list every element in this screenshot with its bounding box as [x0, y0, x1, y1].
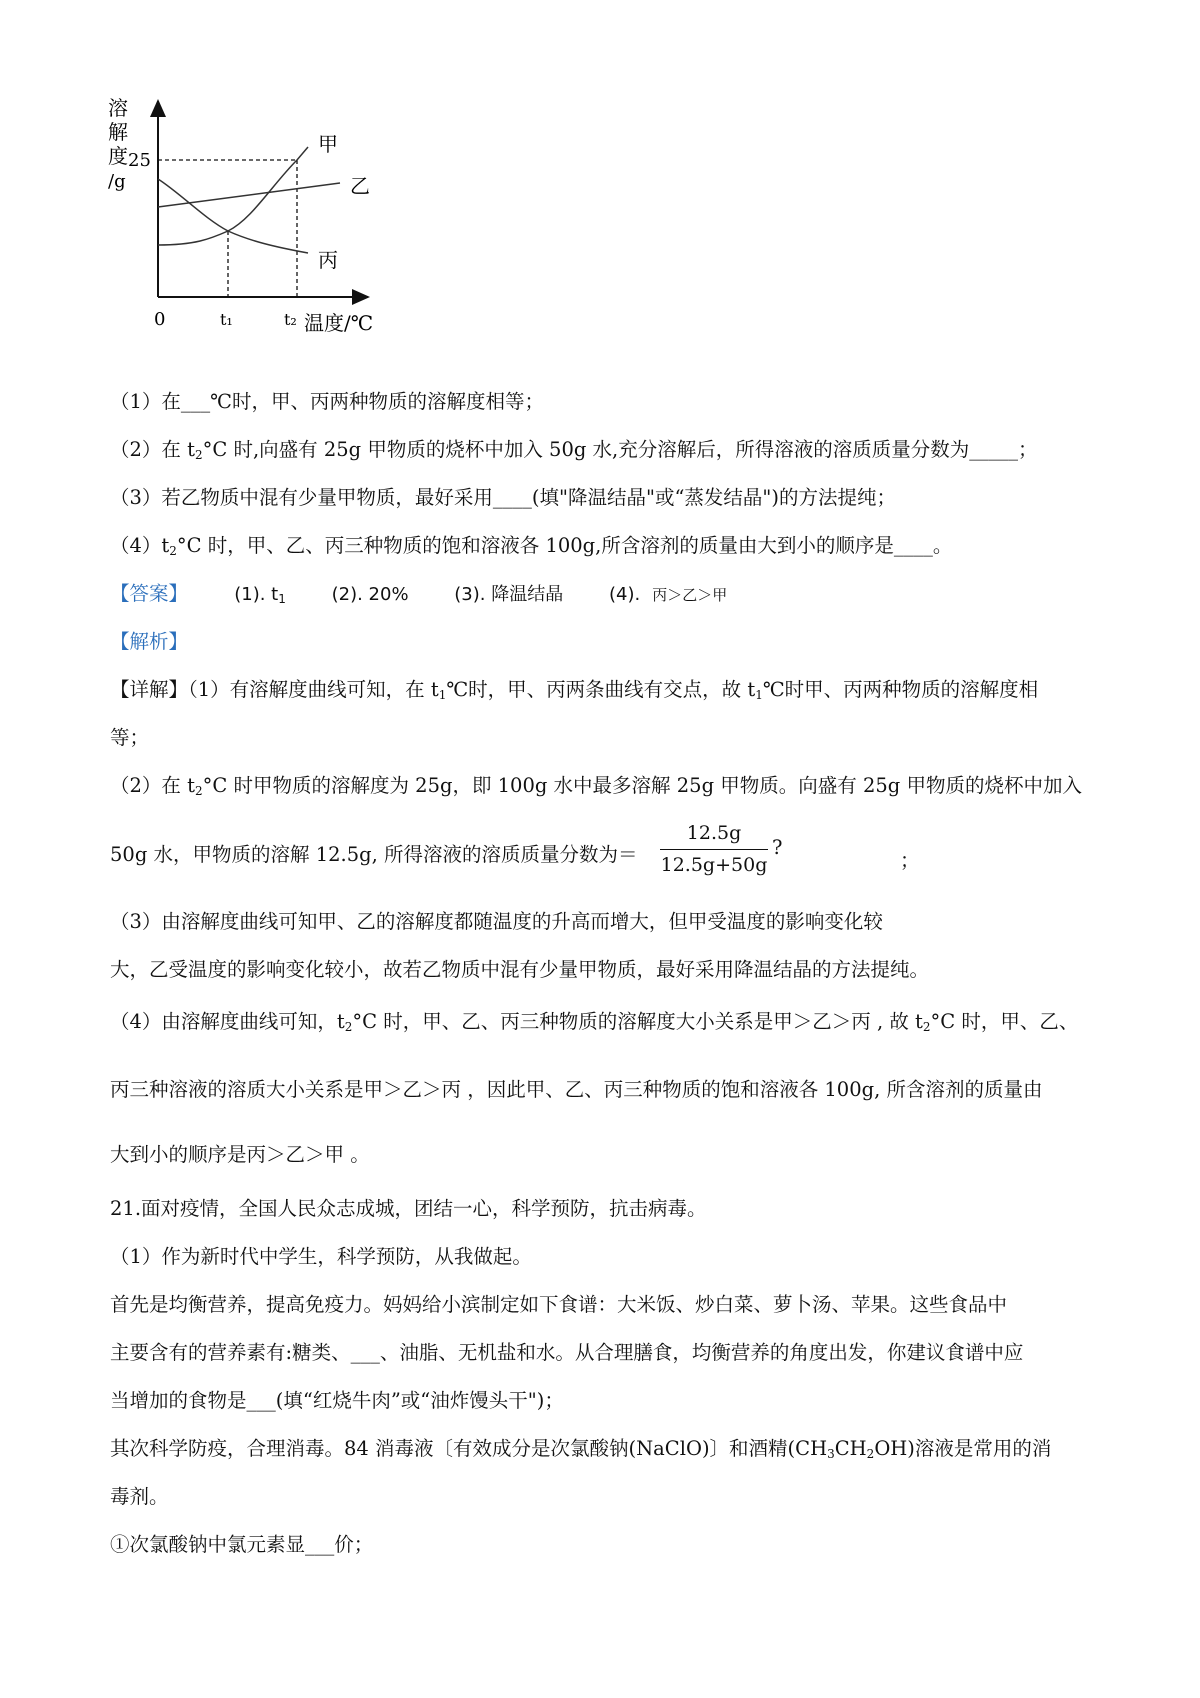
- series-label-yi: 乙: [350, 174, 370, 198]
- question-1: （1）在___℃时，甲、丙两种物质的溶解度相等；: [110, 390, 544, 413]
- x-tick-0: 0: [154, 309, 166, 330]
- question-4: $(4)t_2^\circ C$ 时，甲、乙、丙三种物质的饱和溶液各 100g,所含溶剂的质量由大到小的顺序是____。: [110, 534, 953, 558]
- q21-s3: 主要含有的营养素有:糖类、___、油脂、无机盐和水。从合理膳食，均衡营养的角度出发，你建议食谱中应: [110, 1341, 1024, 1364]
- question-3: （3）若乙物质中混有少量甲物质，最好采用____(填"降温结晶"或“蒸发结晶")的方法提纯；: [110, 486, 896, 509]
- ylabel-char: 度: [108, 144, 128, 168]
- answer-2: (2). 20%: [331, 584, 409, 605]
- fraction-tail: ?: [772, 836, 783, 859]
- q21-s2: 首先是均衡营养，提高免疫力。妈妈给小滨制定如下食谱：大米饭、炒白菜、萝卜汤、苹果。这些食品中: [110, 1293, 1008, 1316]
- y-tick-25: 25: [128, 150, 151, 171]
- analysis-p3a: （3）由溶解度曲线可知甲、乙的溶解度都随温度的升高而增大，但甲受温度的影响变化较: [110, 910, 883, 933]
- series-label-jia: 甲: [318, 132, 338, 156]
- fraction-denominator: 12.5g+50g: [660, 854, 768, 876]
- q21-s6: 毒剂。: [110, 1485, 169, 1508]
- answer-1: (1). t1: [234, 584, 286, 606]
- analysis-p4b: 丙三种溶液的溶质大小关系是甲＞乙＞丙 ，因此甲、乙、丙三种物质的饱和溶液各 100g, 所含溶剂的质量由: [110, 1078, 1043, 1101]
- analysis-p1a: 【详解】（1）有溶解度曲线可知，在 $t_1℃$时，甲、丙两条曲线有交点，故 $t_1℃$时甲、丙两种物质的溶解度相: [110, 678, 1039, 702]
- analysis-p2a: （2）在 $t_2^\circ C$ 时甲物质的溶解度为 25g，即 100g 水中最多溶解 25g 甲物质。向盛有 25g 甲物质的烧杯中加入: [110, 774, 1082, 798]
- ylabel-char: 溶: [108, 96, 128, 120]
- answer-4: (4). 丙＞乙＞甲: [608, 584, 728, 605]
- x-tick-t2: t₂: [284, 310, 297, 329]
- curve-yi: [158, 183, 340, 207]
- x-tick-t1: t₁: [220, 310, 233, 329]
- question-2: （2）在 $t_2^\circ C$ 时,向盛有 25g 甲物质的烧杯中加入 50g 水,充分溶解后，所得溶液的溶质质量分数为_____；: [110, 438, 1038, 462]
- fraction: [660, 824, 768, 875]
- analysis-p1b: 等；: [110, 726, 150, 749]
- analysis-label: 【解析】: [110, 630, 189, 653]
- analysis-p3b: 大，乙受温度的影响变化较小，故若乙物质中混有少量甲物质，最好采用降温结晶的方法提纯。: [110, 958, 930, 981]
- series-label-bing: 丙: [318, 248, 338, 272]
- ylabel-char: 解: [108, 120, 128, 144]
- analysis-p4c: 大到小的顺序是丙＞乙＞甲 。: [110, 1143, 370, 1166]
- answer-3: (3). 降温结晶: [454, 584, 564, 605]
- solubility-chart: [100, 95, 420, 375]
- analysis-p4a: （4）由溶解度曲线可知，$t_2^\circ C$ 时，甲、乙、丙三种物质的溶解度大小关系是甲＞乙＞丙 , 故 $t_2^\circ C$ 时，甲、乙、: [110, 1010, 1079, 1034]
- ylabel-char: /g: [108, 171, 126, 192]
- q21-title: 21.面对疫情，全国人民众志成城，团结一心，科学预防，抗击病毒。: [110, 1197, 707, 1220]
- analysis-p2b-end: ；: [900, 849, 920, 872]
- answer-label: 【答案】: [110, 582, 189, 605]
- q21-s4: 当增加的食物是___(填“红烧牛肉”或“油炸馒头干")；: [110, 1389, 564, 1412]
- q21-s7: ①次氯酸钠中氯元素显___价；: [110, 1533, 374, 1556]
- q21-s5: 其次科学防疫，合理消毒。84 消毒液〔有效成分是次氯酸钠(NaClO)〕和酒精$(CH_3CH_2OH)$溶液是常用的消: [110, 1437, 1052, 1461]
- fraction-numerator: 12.5g: [686, 822, 742, 844]
- q21-s1: （1）作为新时代中学生，科学预防，从我做起。: [110, 1245, 532, 1268]
- x-axis-label: 温度/℃: [304, 311, 374, 335]
- answer-row: [110, 584, 767, 604]
- analysis-p2b: 50g 水，甲物质的溶解 12.5g, 所得溶液的溶质质量分数为＝: [110, 843, 638, 866]
